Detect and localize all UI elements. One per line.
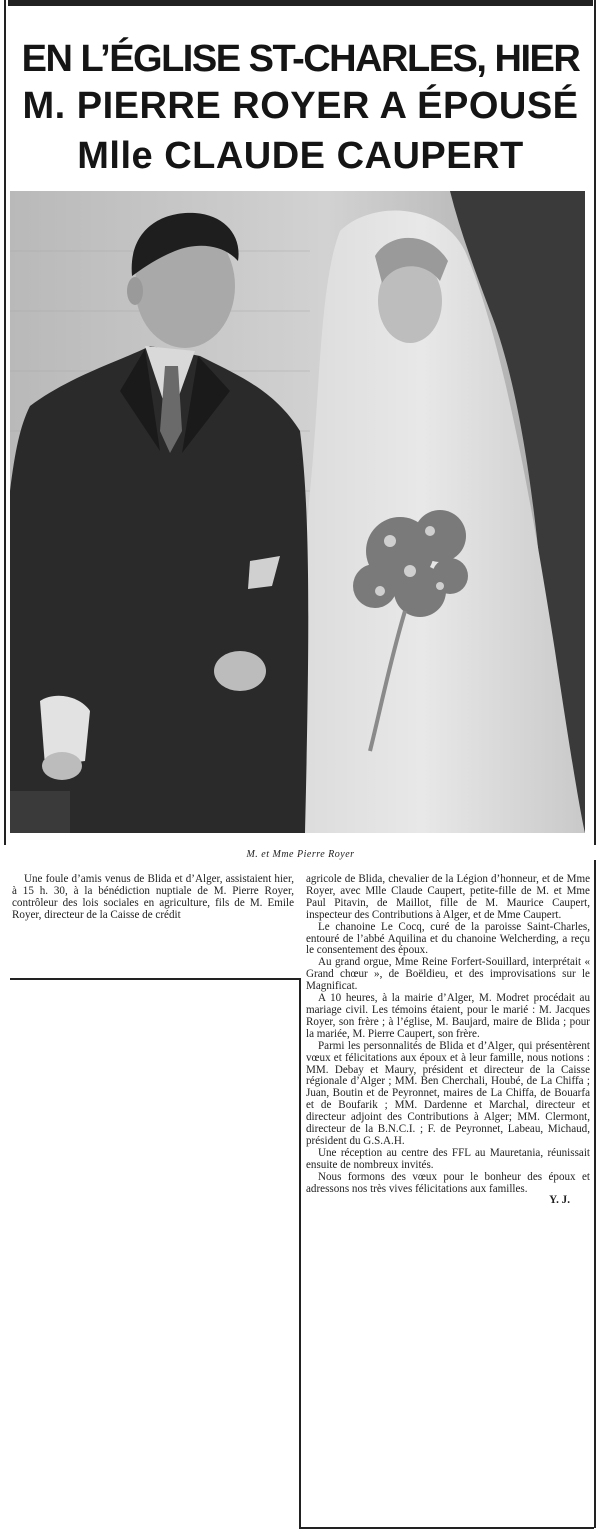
column-vertical-rule bbox=[299, 978, 301, 1528]
article-paragraph: A 10 heures, à la mairie d’Alger, M. Modret procédait au mariage civil. Les témoins étaient, pour le marié : M. Jacques Royer, son frère ; à l’église, M. Baujard, maire de Blida ; pour la mariée, M. Pierre Caupert, son frère. bbox=[306, 992, 590, 1040]
article-paragraph: Parmi les personnalités de Blida et d’Alger, qui présentèrent vœux et félicitations aux époux et à leur famille, nous notions : MM. Debay et Maury, président et directeur de la Caisse régionale d’Alger ; MM. Ben Cherchali, Houbé, de La Chiffa ; Juan, Boutin et de Peyronnet, maires de La Chiffa, de Bouarfa et de Boufarik ; MM. Dardenne et Marchal, directeur et directeur adjoint des Contributions à Alger; MM. Clermont, directeur de la B.N.C.I. ; F. de Peyronnet, Labeau, Michaud, président du G.S.A.H. bbox=[306, 1039, 590, 1147]
article-paragraph: Une foule d’amis venus de Blida et d’Alger, assistaient hier, à 15 h. 30, à la bénédiction nuptiale de M. Pierre Royer, contrôleur des lois sociales en agriculture, fils de M. Emile Royer, directeur de la Caisse de crédit bbox=[12, 873, 294, 921]
headline-line-3: Mlle CLAUDE CAUPERT bbox=[77, 135, 524, 177]
article-column-1 bbox=[12, 874, 294, 922]
top-rule bbox=[8, 0, 593, 6]
article-paragraph: Le chanoine Le Cocq, curé de la paroisse Saint-Charles, entouré de l’abbé Aquilina et du chanoine Welcherding, a reçu le consentement des époux. bbox=[306, 920, 590, 957]
article-paragraph: Au grand orgue, Mme Reine Forfert-Souillard, interprétait « Grand chœur », de Boëldieu, et des improvisations sur le Magnificat. bbox=[306, 956, 590, 993]
right-border bbox=[594, 0, 596, 845]
column-divider-rule bbox=[10, 978, 300, 980]
article-paragraph: Nous formons des vœux pour le bonheur des époux et adressons nos très vives félicitations aux familles. bbox=[306, 1170, 590, 1195]
photo-caption: M. et Mme Pierre Royer bbox=[246, 849, 355, 860]
article-paragraph: Une réception au centre des FFL au Mauretania, réunissait ensuite de nombreux invités. bbox=[306, 1146, 590, 1171]
author-signature: Y. J. bbox=[549, 1194, 570, 1207]
headline-line-2: M. PIERRE ROYER A ÉPOUSÉ bbox=[22, 85, 579, 127]
headline-line-1: EN L’ÉGLISE ST-CHARLES, HIER bbox=[21, 38, 580, 80]
bottom-rule bbox=[299, 1527, 594, 1529]
wedding-photo bbox=[10, 191, 585, 833]
left-border bbox=[4, 0, 6, 845]
article-column-2 bbox=[306, 874, 590, 1207]
column2-right-rule bbox=[594, 860, 596, 1528]
article-paragraph: agricole de Blida, chevalier de la Légion d’honneur, et de Mme Royer, avec Mlle Claude Caupert, petite-fille de M. et Mme Paul Pitavin, de Maillot, fille de M. Maurice Caupert, inspecteur des Contributions à Alger, et de Mme Caupert. bbox=[306, 873, 590, 921]
